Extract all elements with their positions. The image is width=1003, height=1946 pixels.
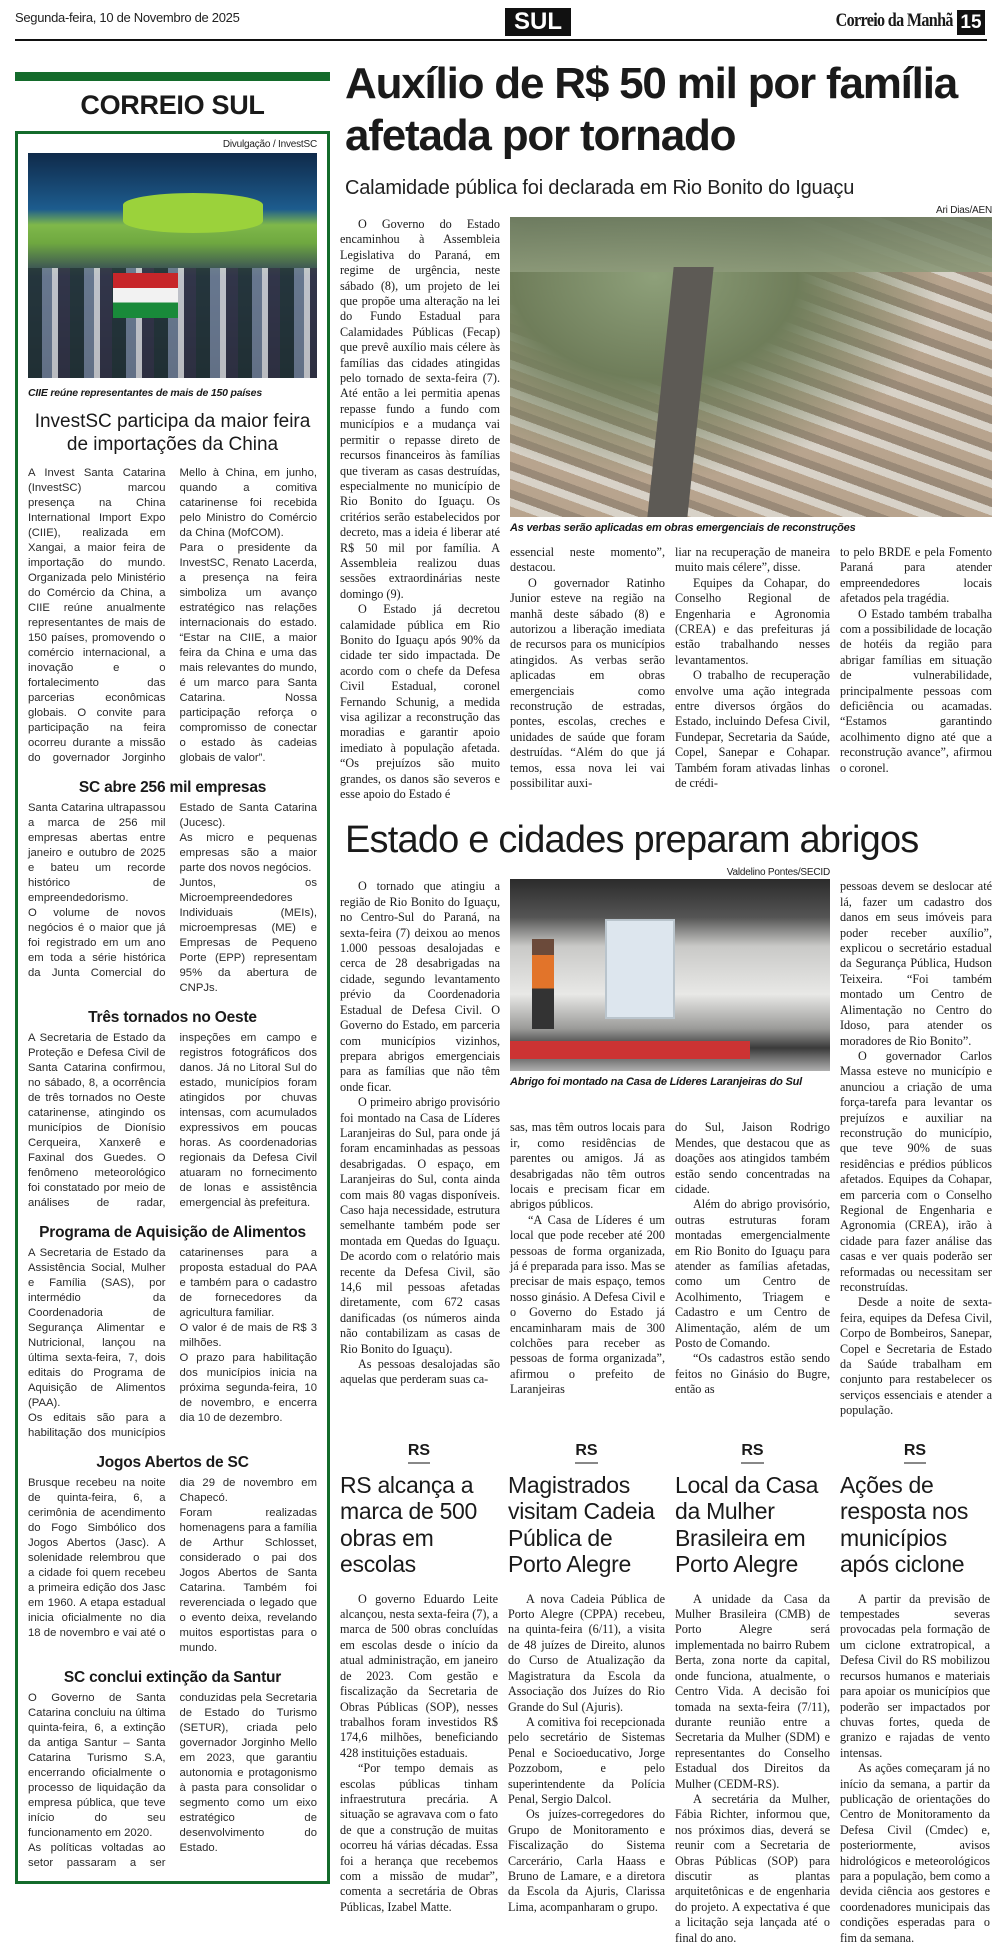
paragraph: O valor é de mais de R$ 3 milhões.: [179, 1322, 317, 1349]
section-tag-label: RS: [408, 1441, 430, 1464]
article-1: [340, 204, 992, 802]
paragraph: Para o presidente da InvestSC, Renato Lacerda, a presença na feira simboliza um avanço estratégico nas relações internacionais do estado. “Estar na CIIE, a maior feira da China e uma das mais relevantes do mundo, é um marco para Santa Catarina. Nossa participação reforça o compromisso de conectar o estado às cadeias globais de valor”.: [179, 542, 317, 764]
article-column: [510, 1120, 665, 1397]
paragraph: A unidade da Casa da Mulher Brasileira (CMB) de Porto Alegre será implementada no bairro Rubem Berta, zona norte da capital, onde funciona, atualmente, o Centro Vida. A decisão foi tomada na sexta-feira (7/11), durante reunião entre a Secretaria da Mulher (SDM) e representantes do Conselho Estadual dos Direitos da Mulher (CEDM-RS).: [675, 1591, 830, 1791]
paragraph: Os juízes-corregedores do Grupo de Monitoramento e Fiscalização do Sistema Carcerário, Carla Haass e Bruno de Lamare, e a diretora da Escola da Ajuris, Clarissa Lima, acompanharam o grupo.: [508, 1807, 665, 1914]
section-body: [28, 1691, 317, 1871]
paragraph: O Estado já decretou calamidade pública em Rio Bonito do Iguaçu após 90% da cidade ter sido impactada. De acordo com o chefe da Defesa Civil Estadual, coronel Fernando Schunig, a medida visa agilizar a reconstrução das moradias e garantir apoio imediato à população afetada. “Os prejuízos são muito grandes, os danos são severos e esse apoio do Estado é: [340, 602, 500, 802]
article-column: [840, 866, 992, 1418]
brief-body: [508, 1592, 665, 1916]
section-label: SUL: [505, 8, 571, 36]
rs-briefs: [340, 1441, 992, 1946]
paragraph: O governo Eduardo Leite alcançou, nesta sexta-feira (7), a marca de 500 obras concluídas em escolas desde o início da atual administração, em janeiro de 2023. Com gestão e fiscalização da Secretaria de Obras Públicas (SOP), nesses trabalhos foram investidos R$ 174,6 milhões, beneficiando 428 instituições estaduais.: [340, 1591, 498, 1760]
section-tag: [675, 1441, 830, 1464]
section-tag-label: RS: [904, 1441, 926, 1464]
rs-brief: [675, 1441, 830, 1946]
paragraph: Santa Catarina ultrapassou a marca de 256 mil empresas abertas entre janeiro e outubro de 2025 e bateu um recorde histórico de empreendedorismo.: [28, 802, 166, 904]
paragraph: A partir da previsão de tempestades severas provocadas pela formação de um ciclone extratropical, a Defesa Civil do RS mobilizou recursos humanos e materiais para apoiar os municípios que poderão ser impactados por chuvas fortes, queda de granizo e rajadas de vento intensas.: [840, 1591, 990, 1760]
paragraph: essencial neste momento”, destacou.: [510, 545, 665, 575]
section-tag: [340, 1441, 498, 1464]
section-heading: InvestSC participa da maior feira de importações da China: [34, 411, 311, 455]
paragraph: Juntos, os Microempreendedores Individuais (MEIs), microempresas (ME) e Empresas de Pequeno Porte (EPP) representam 95% da abertura de CNPJs.: [179, 877, 317, 994]
sidebar: [15, 72, 330, 1884]
article-column: [675, 545, 830, 792]
main-subtitle: Calamidade pública foi declarada em Rio Bonito do Iguaçu: [345, 177, 855, 199]
paragraph: O Governo de Santa Catarina concluiu na última quinta-feira, 6, a extinção da antiga Santur – Santa Catarina Turismo S.A, encerrando oficialmente o processo de liquidação da empresa pública, que teve início do seu funcionamento em 2020.: [28, 1692, 166, 1839]
photo-block: [510, 866, 830, 1089]
brief-headline: Magistrados visitam Cadeia Pública de Porto Alegre: [508, 1471, 655, 1578]
page-number: 15: [957, 10, 985, 35]
section-tag: [840, 1441, 990, 1464]
sidebar-accent-bar: [15, 72, 330, 81]
section-body: [28, 1246, 317, 1441]
section-body: [28, 1031, 317, 1211]
correio-sul-box: [15, 131, 330, 1884]
ciie-event-photo: [28, 153, 317, 378]
article-column: [675, 1120, 830, 1397]
pavilion-sign: [123, 193, 263, 233]
paragraph: O governador Carlos Massa esteve no município e anunciou a criação de uma força-tarefa para levantar os prejuízos e auxiliar na reconstrução do município, que teve 90% de suas residências e prédios públicos afetados. Equipes da Cohapar, em parceria com o Conselho Regional de Engenharia e Agronomia (CREA), irão à cidade para fazer análise das casas e ver quais poderão ser reformadas ou necessitam ser reconstruídas.: [840, 1048, 992, 1294]
paragraph: Brusque recebeu na noite de quinta-feira, 6, a cerimônia de acendimento do Fogo Simbólico dos Jogos Abertos (Jasc). A solenidade relembrou que a cidade foi quem recebeu a primeira edição dos Jasc em 1960. A etapa estadual inicia oficialmente no dia 18 de novembro e vai até o dia 29 de novembro em Chapecó.: [28, 1477, 317, 1639]
section-heading: Jogos Abertos de SC: [96, 1454, 249, 1471]
paragraph: O tornado que atingiu a região de Rio Bonito do Iguaçu, no Centro-Sul do Paraná, na sexta-feira (7) deixou ao menos 1.000 pessoas desalojadas e cerca de 28 desabrigadas na cidade, segundo levantamento prévio da Coordenadoria Estadual de Defesa Civil. O Governo do Estado, em parceria com municípios vizinhos, prepara abrigos emergenciais para as famílias que não têm onde ficar.: [340, 879, 500, 1094]
paragraph: Equipes da Cohapar, do Conselho Regional de Engenharia e Agronomia (CREA) e das prefeituras já estão trabalhando nesses levantamentos.: [675, 575, 830, 667]
section-body: [28, 466, 317, 766]
section-tag-label: RS: [575, 1441, 597, 1464]
rs-brief: [840, 1441, 990, 1946]
sidebar-sections: [28, 410, 317, 1871]
article-2-right: [510, 866, 992, 1418]
santa-catarina-flag: [113, 273, 178, 318]
photo-caption: Abrigo foi montado na Casa de Líderes Laranjeiras do Sul: [510, 1076, 802, 1089]
main-content: [340, 58, 992, 1946]
paragraph: liar na recuperação de maneira muito mais célere”, disse.: [675, 545, 830, 575]
paragraph: to pelo BRDE e pela Fomento Paraná para atender empreendedores locais afetados pela tragédia.: [840, 545, 992, 606]
section-body: [28, 1476, 317, 1656]
article-2: [340, 866, 992, 1418]
header-rule: [15, 39, 987, 41]
paragraph: As ações começaram já no início da semana, a partir da publicação de orientações do Centro de Monitoramento da Defesa Civil (Cmdec) e, posteriormente, avisos hidrológicos e meteorológicos para a população, bem como a devida ciência aos gestores e coordenadores municipais das condições esperadas para o fim da semana.: [840, 1761, 990, 1945]
paragraph: O prazo para habilitação dos municípios inicia na próxima segunda-feira, 10 de novembro, e encerra dia 10 de dezembro.: [179, 1352, 317, 1424]
section-heading: Programa de Aquisição de Alimentos: [39, 1224, 306, 1241]
paragraph: A Secretaria de Estado da Proteção e Defesa Civil de Santa Catarina confirmou, no sábado, 8, a ocorrência de três tornados no Oeste catarinense, atingindo os municípios de Dionísio Cerqueira, Xanxerê e Faxinal dos Guedes. O fenômeno meteorológico foi constatado por meio de análises de radar, inspeções em campo e registros fotográficos dos danos. Já no Litoral Sul do estado, municípios foram atingidos por chuvas intensas, com acumulados expressivos em poucas horas. As coordenadorias regionais da Defesa Civil atuaram no fornecimento de lonas e assistência emergencial às prefeitura.: [28, 1032, 317, 1209]
newspaper-name: Correio da Manhã: [835, 10, 953, 31]
shelter-truck-photo: [510, 879, 830, 1071]
article-headline: Estado e cidades preparam abrigos: [345, 819, 919, 862]
brief-headline: Ações de resposta nos municípios após ciclone: [840, 1471, 969, 1578]
article-column: [340, 866, 500, 1387]
paragraph: O governador Ratinho Junior esteve na região na manhã deste sábado (8) e autorizou a liberação imediata de recursos para os municípios atingidos. As verbas serão aplicadas em obras emergenciais como reconstrução de estradas, pontes, escolas, creches e unidades de saúde que foram destruídas. “Além do que já temos, essa nova lei vai possibilitar auxi-: [510, 575, 665, 791]
paragraph: As pessoas desalojadas são aquelas que perderam suas ca-: [340, 1357, 500, 1387]
paragraph: O Estado também trabalha com a possibilidade de locação de hotéis da região para abrigar famílias em situação de vulnerabilidade, principalmente pessoas com deficiência ou acamadas. “Estamos garantindo acolhimento digno até que a reconstrução avance”, afirmou o coronel.: [840, 606, 992, 775]
paragraph: pessoas devem se deslocar até lá, fazer um cadastro dos danos em seus imóveis para poder receber auxílio”, explicou o secretário estadual da Segurança Pública, Hudson Teixeira. “Foi também montado um Centro de Alimentação no Centro do Idoso, para atender os moradores de Rio Bonito”.: [840, 879, 992, 1048]
sidebar-title: CORREIO SUL: [80, 90, 265, 120]
brief-body: [340, 1592, 498, 1916]
paragraph: O primeiro abrigo provisório foi montado na Casa de Líderes Laranjeiras do Sul, para onde já foram encaminhadas as pessoas desabrigadas. O espaço, em Laranjeiras do Sul, conta ainda com mais 80 vagas disponíveis. Caso haja necessidade, estrutura semelhante também pode ser montada em Quedas do Iguaçu. De acordo com o relatório mais recente da Defesa Civil, são 14,6 mil pessoas afetadas diretamente, com 672 casas danificadas (os números ainda não contabilizam as casas de Rio Bonito do Iguaçu).: [340, 1095, 500, 1356]
paragraph: A secretária da Mulher, Fábia Richter, informou que, nos próximos dias, deverá se reunir com a Secretaria de Obras Públicas (SOP) para discutir as plantas arquitetônicas e de engenharia do projeto. A expectativa é que a licitação seja lançada até o final do ano.: [675, 1791, 830, 1945]
rs-brief: [508, 1441, 665, 1916]
paragraph: A Invest Santa Catarina (InvestSC) marcou presença na China International Import Expo (CIIE), realizada em Xangai, a maior feira de importação do mundo. Organizada pelo Ministério do Comércio da China, a CIIE reúne anualmente representantes de mais de 150 países, promovendo o comércio internacional, a inovação e o fortalecimento das parcerias econômicas globais. O convite para participação na feira ocorreu durante a missão do governador Jorginho Mello à China, em junho, quando a comitiva catarinense foi recebida pelo Ministro do Comércio da China (MofCOM).: [28, 467, 317, 764]
paragraph: sas, mas têm outros locais para ir, como residências de parentes ou amigos. Já as desabrigadas não têm outros locais e precisam ficar em abrigos públicos.: [510, 1120, 665, 1212]
paragraph: O volume de novos negócios é o maior que já foi registrado em um ano em toda a série histórica da Junta Comercial do Estado de Santa Catarina (Jucesc).: [28, 802, 317, 979]
paragraph: O Governo do Estado encaminhou à Assembleia Legislativa do Paraná, em regime de urgência, neste sábado (8), um projeto de lei que propõe uma alteração na lei do Fundo Estadual para Calamidades Públicas (Fecap) que prevê auxílio mais célere às famílias das cidades atingidas pelo tornado de sexta-feira (7). Até então a lei permitia apenas repasse fundo a fundo com municípios e a mudança vai permitir o repasse direto de recursos financeiros às famílias que tiveram as casas destruídas, especialmente no município de Rio Bonito do Iguaçu. Os critérios serão estabelecidos por decreto, mas a ideia é liberar até R$ 50 mil por família. A Assembleia realizou duas sessões extraordinárias neste domingo (9).: [340, 217, 500, 601]
brief-headline: Local da Casa da Mulher Brasileira em Porto Alegre: [675, 1471, 819, 1578]
article-column: [510, 545, 665, 792]
brief-headline: RS alcança a marca de 500 obras em escolas: [340, 1471, 478, 1578]
article-column: [340, 204, 500, 802]
paragraph: Desde a noite de sexta-feira, equipes da Defesa Civil, Corpo de Bombeiros, Sanepar, Copel e Secretaria de Estado da Saúde trabalham em conjunto para restabelecer os serviços essenciais e atender a população.: [840, 1295, 992, 1418]
issue-date: Segunda-feira, 10 de Novembro de 2025: [15, 10, 240, 25]
photo-credit: Ari Dias/AEN: [936, 205, 992, 216]
paragraph: “A Casa de Líderes é um local que pode receber até 200 pessoas de forma organizada, já é preparada para isso. Mas se precisar de mais espaço, temos nosso ginásio. A Defesa Civil e o Governo do Estado já encaminharam mais de 300 colchões para receber as pessoas de forma organizada”, afirmou o prefeito de Laranjeiras: [510, 1212, 665, 1397]
paragraph: As políticas voltadas ao setor passaram a ser conduzidas pela Secretaria de Estado do Turismo (SETUR), criada pelo governador Jorginho Mello em 2023, que garantiu autonomia e protagonismo à pasta para consolidar o segmento como um eixo estratégico de desenvolvimento do Estado.: [28, 1692, 317, 1869]
paragraph: “Por tempo demais as escolas públicas tinham infraestrutura precária. A situação se agravava com o fato de que a construção de muitas ocorreu há várias décadas. Essa foi a herança que recebemos com a missão de mudar”, comenta a secretária de Obras Públicas, Izabel Matte.: [340, 1761, 498, 1914]
paragraph: As micro e pequenas empresas são a maior parte dos novos negócios.: [179, 832, 317, 874]
article-column: [840, 545, 992, 776]
rs-brief: [340, 1441, 498, 1916]
photo-credit: Divulgação / InvestSC: [222, 139, 317, 150]
section-body: [28, 801, 317, 996]
paragraph: do Sul, Jaison Rodrigo Mendes, que destacou que as doações aos atingidos também estão sendo concentradas na cidade.: [675, 1120, 830, 1197]
main-headline: Auxílio de R$ 50 mil por família afetada por tornado: [345, 59, 957, 160]
photo-credit: Valdelino Pontes/SECID: [726, 867, 830, 879]
article-1-right: [510, 204, 992, 792]
section-heading: SC abre 256 mil empresas: [78, 779, 267, 796]
photo-caption: As verbas serão aplicadas em obras emergenciais de reconstruções: [510, 522, 856, 534]
section-tag-label: RS: [741, 1441, 763, 1464]
brief-body: [675, 1592, 830, 1946]
paragraph: Os editais são para a habilitação dos municípios catarinenses para a proposta estadual do PAA e também para o cadastro de fornecedores da agricultura familiar.: [28, 1247, 317, 1439]
paragraph: Foram realizadas homenagens para a família de Arthur Schlosset, considerado o pai dos Jogos Abertos de Santa Catarina. Também foi reverenciada o legado que o evento deixa, revelando muitos esportistas para o mundo.: [179, 1507, 317, 1654]
paragraph: A comitiva foi recepcionada pelo secretário de Sistemas Penal e Socioeducativo, Jorge Pozzobom, e pelo superintendente da Polícia Penal, Sergio Dalcol.: [508, 1714, 665, 1806]
section-tag: [508, 1441, 665, 1464]
section-heading: Três tornados no Oeste: [88, 1009, 257, 1026]
paragraph: A Secretaria de Estado da Assistência Social, Mulher e Família (SAS), por intermédio da Coordenadoria de Segurança Alimentar e Nutricional, lançou na última sexta-feira, 7, dois editais do Programa de Aquisição de Alimentos (PAA).: [28, 1247, 166, 1409]
brief-body: [840, 1592, 990, 1946]
section-heading: SC conclui extinção da Santur: [63, 1669, 282, 1686]
paragraph: “Os cadastros estão sendo feitos no Ginásio do Bugre, então as: [675, 1351, 830, 1397]
photo-caption: CIIE reúne representantes de mais de 150 países: [28, 387, 262, 399]
paragraph: A nova Cadeia Pública de Porto Alegre (CPPA) recebeu, na quinta-feira (6/11), a visita de 48 juízes de Direito, alunos do Curso de Atualização da Magistratura da Escola da Associação dos Juízes do Rio Grande do Sul (Ajuris).: [508, 1591, 665, 1714]
paragraph: O trabalho de recuperação envolve uma ação integrada entre diversos órgãos do Estado, incluindo Defesa Civil, Fundepar, Secretaria da Saúde, Copel, Sanepar e Cohapar. Também foram ativadas linhas de crédi-: [675, 668, 830, 791]
aerial-town-photo: [510, 217, 992, 517]
paragraph: Além do abrigo provisório, outras estruturas foram montadas emergencialmente em Rio Bonito do Iguaçu para atender as famílias afetadas, como um Centro de Acolhimento, Triagem e Cadastro e um Centro de Alimentação, além de um Posto de Comando.: [675, 1197, 830, 1351]
